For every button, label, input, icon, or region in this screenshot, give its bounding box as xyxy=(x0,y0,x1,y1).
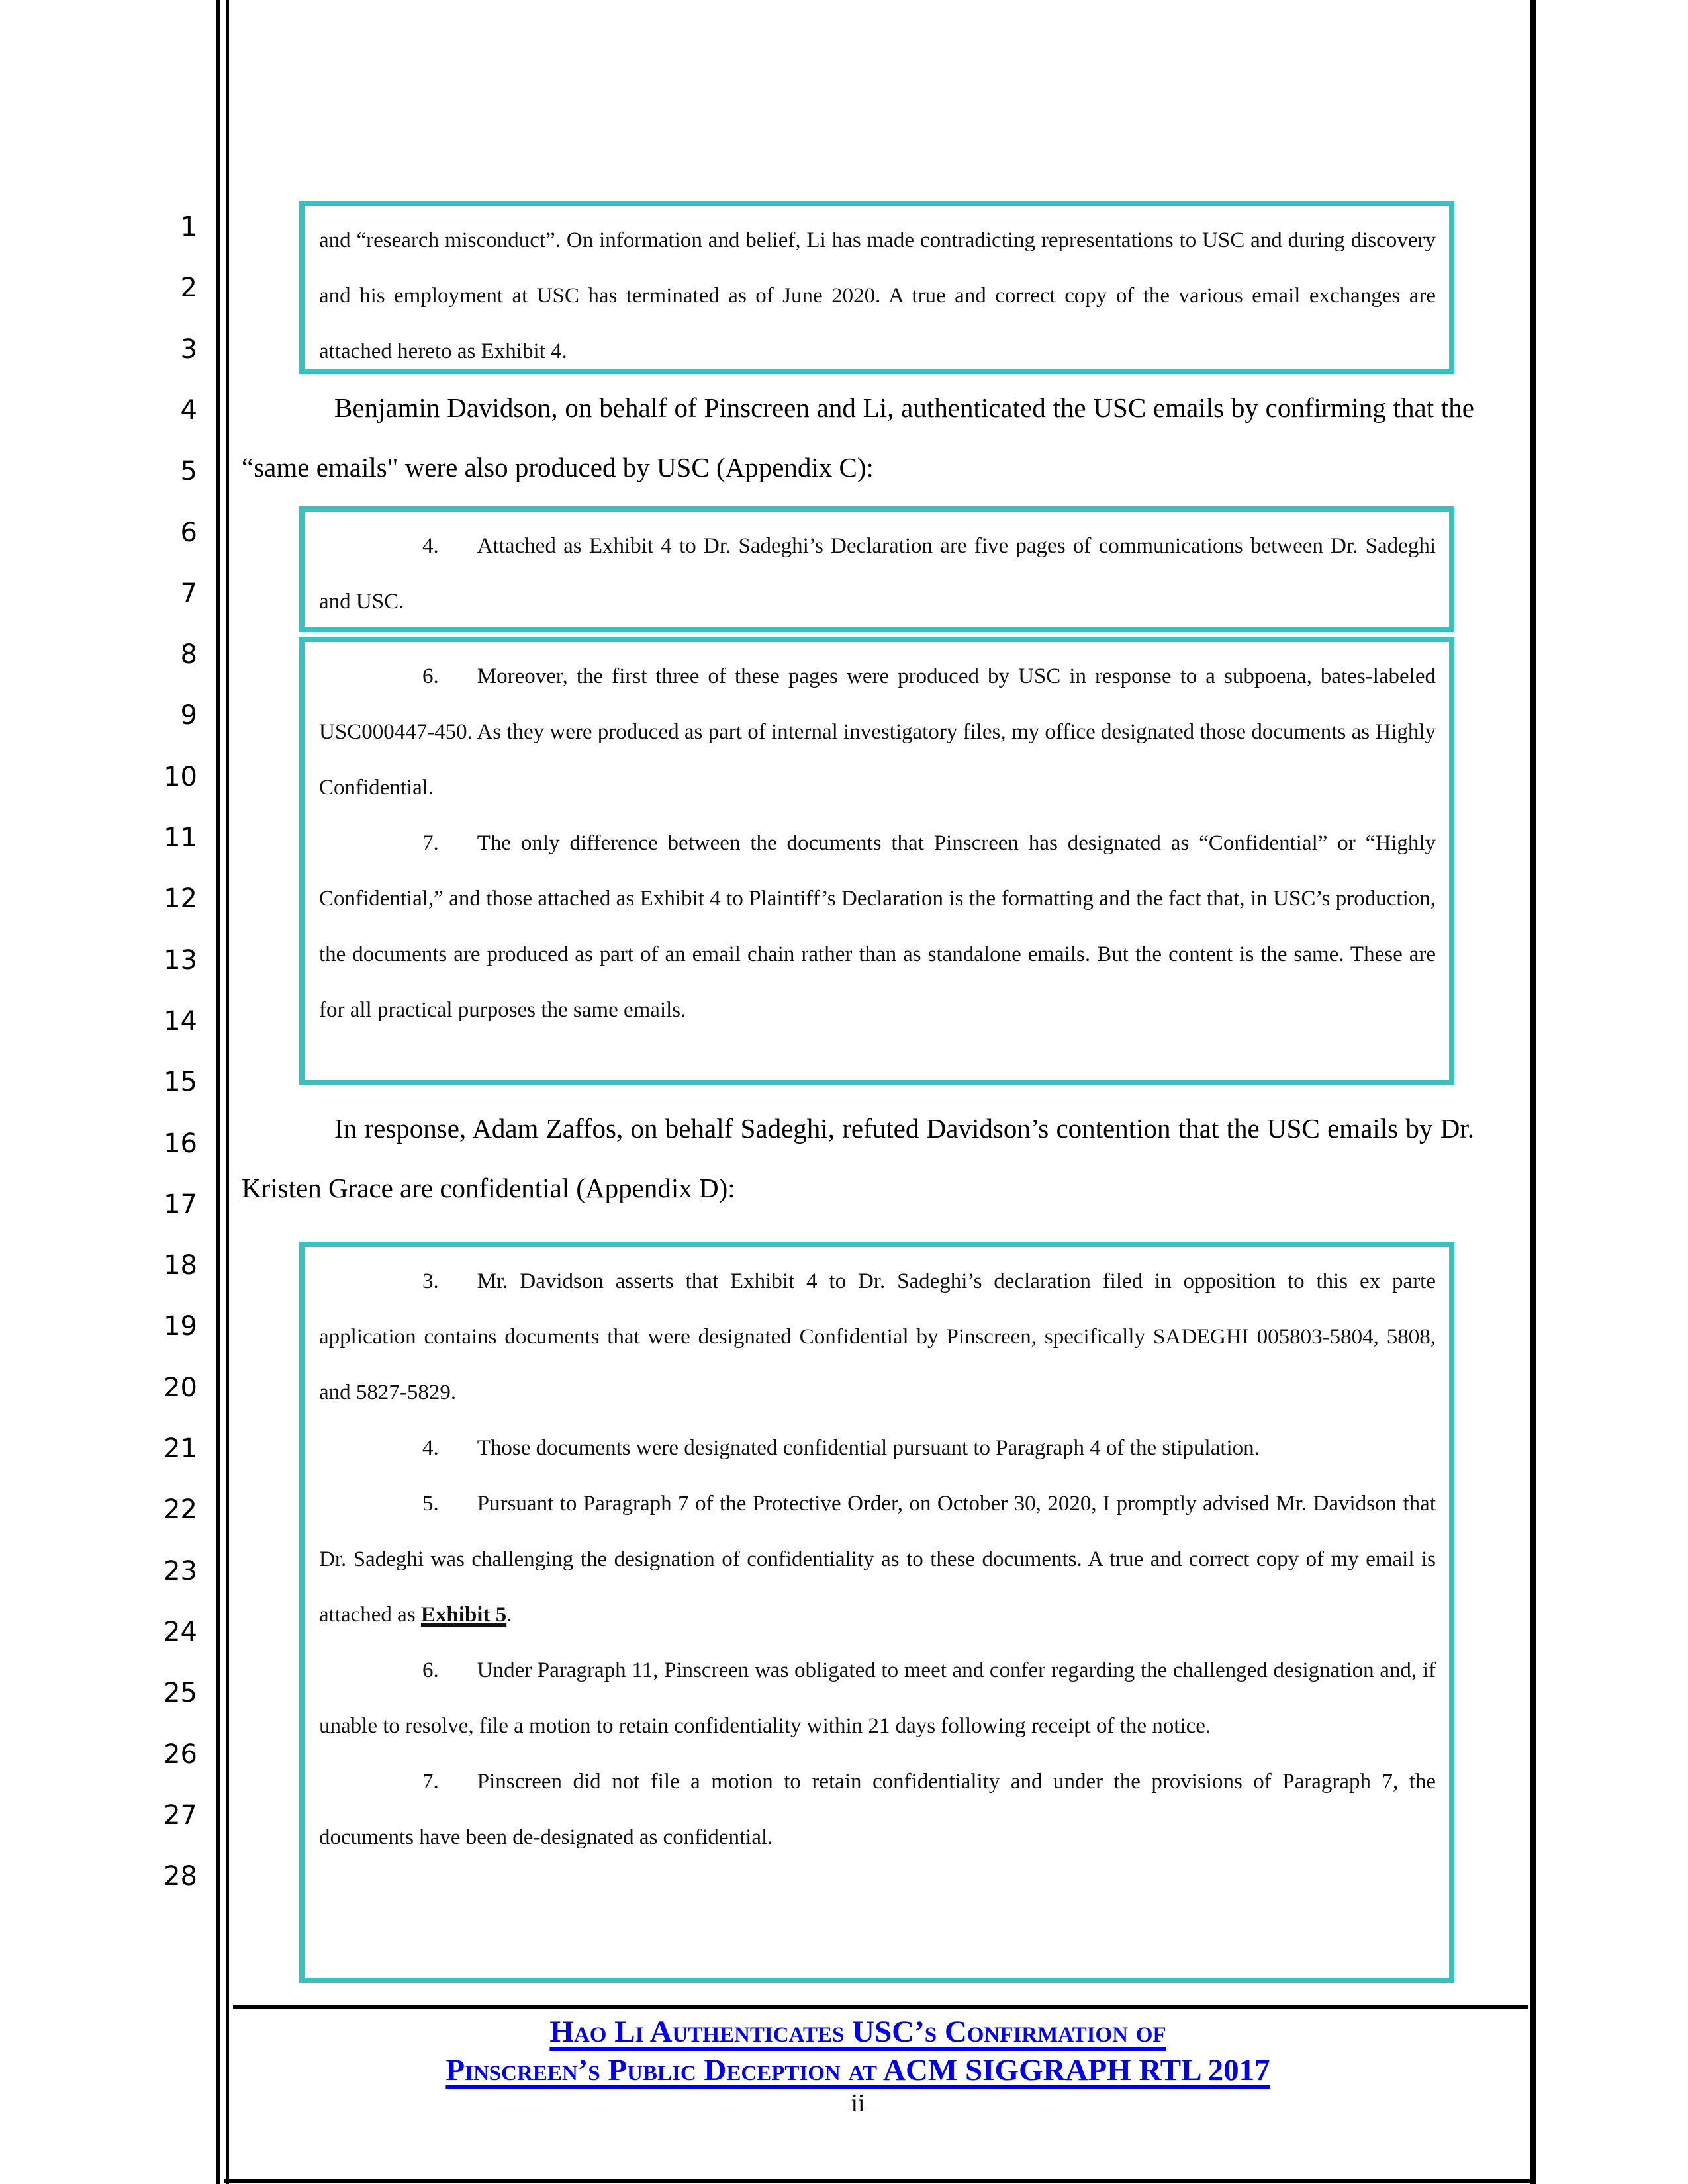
line-number: 10 xyxy=(164,761,197,792)
line-number: 16 xyxy=(164,1128,197,1159)
paragraph-number: 4. xyxy=(422,1436,439,1460)
paragraph-number: 4. xyxy=(422,534,439,558)
footer-divider-rule xyxy=(233,2005,1528,2009)
line-number: 13 xyxy=(164,944,197,976)
line-number: 3 xyxy=(180,334,197,365)
paragraph-number: 6. xyxy=(422,664,439,688)
quote4-paragraph-6: 6. Under Paragraph 11, Pinscreen was obligated to meet and confer regarding the challenged designation and, if unable to resolve, file a motion to retain confidentiality within 21 days following receipt of the notice. xyxy=(319,1643,1436,1754)
line-number: 22 xyxy=(164,1494,197,1525)
line-number: 12 xyxy=(164,884,197,915)
line-number: 17 xyxy=(164,1189,197,1220)
bottom-rule xyxy=(224,2179,1534,2183)
paragraph-number: 6. xyxy=(422,1659,439,1682)
page-number: ii xyxy=(851,2089,865,2117)
line-number: 5 xyxy=(180,456,197,487)
line-number: 6 xyxy=(180,517,197,548)
line-number: 23 xyxy=(164,1555,197,1586)
footer-title-link-line1[interactable]: Hao Li Authenticates USC’s Confirmation of xyxy=(549,2015,1166,2049)
line-number: 28 xyxy=(164,1861,197,1892)
line-number: 18 xyxy=(164,1250,197,1281)
line-number: 25 xyxy=(164,1678,197,1709)
line-number: 1 xyxy=(180,212,197,242)
quoted-excerpt-box-1 xyxy=(299,201,1454,374)
line-number: 11 xyxy=(164,823,197,853)
paragraph-number: 7. xyxy=(422,1770,439,1794)
quote4-paragraph-3: 3. Mr. Davidson asserts that Exhibit 4 to Dr. Sadeghi’s declaration filed in opposition to this ex parte application contains documents that were designated Confidential by Pinscreen, specifically SADEGHI 005803-5804, 5808, and 5827-5829. xyxy=(319,1253,1436,1420)
quote4-paragraph-7: 7. Pinscreen did not file a motion to retain confidentiality and under the provisions of Paragraph 7, the documents have been de-designated as confidential. xyxy=(319,1754,1436,1865)
line-number: 26 xyxy=(164,1739,197,1770)
paragraph-number: 3. xyxy=(422,1269,439,1293)
line-number: 8 xyxy=(180,639,197,670)
line-number: 21 xyxy=(164,1433,197,1464)
line-number: 20 xyxy=(164,1372,197,1403)
right-margin-rule xyxy=(1530,0,1536,2184)
paragraph-number: 5. xyxy=(422,1492,439,1516)
line-number: 19 xyxy=(164,1311,197,1342)
line-number: 9 xyxy=(180,700,197,731)
line-number: 2 xyxy=(180,273,197,304)
paragraph-number: 7. xyxy=(422,831,439,855)
body-paragraph-2: In response, Adam Zaffos, on behalf Sadeghi, refuted Davidson’s contention that the USC emails by Dr. Kristen Grace are confidential (Appendix D): xyxy=(242,1113,1474,1203)
line-number: 14 xyxy=(164,1005,197,1036)
quoted-excerpt-box-2 xyxy=(299,506,1454,632)
exhibit-5-reference: Exhibit 5 xyxy=(420,1603,507,1627)
line-number: 24 xyxy=(164,1616,197,1647)
line-number: 27 xyxy=(164,1799,197,1831)
line-number: 7 xyxy=(180,578,197,609)
line-number: 15 xyxy=(164,1067,197,1098)
quoted-excerpt-box-3 xyxy=(299,637,1454,1085)
quote3-paragraph-6: 6. Moreover, the first three of these pages were produced by USC in response to a subpoena, bates-labeled USC000447-450. As they were produced as part of internal investigatory files, my office designated those documents as Highly Confidential. xyxy=(319,649,1436,815)
quoted-excerpt-box-4 xyxy=(299,1242,1454,1983)
quote2-paragraph-4: 4. Attached as Exhibit 4 to Dr. Sadeghi’s Declaration are five pages of communications between Dr. Sadeghi and USC. xyxy=(319,518,1436,629)
footer-title-link-line2[interactable]: Pinscreen’s Public Deception at ACM SIGGRAPH RTL 2017 xyxy=(445,2053,1270,2087)
quote4-paragraph-4: 4. Those documents were designated confidential pursuant to Paragraph 4 of the stipulation. xyxy=(319,1420,1436,1476)
quote1-paragraph: and “research misconduct”. On information and belief, Li has made contradicting representations to USC and during discovery and his employment at USC has terminated as of June 2020. A true and correct copy of the various email exchanges are attached hereto as Exhibit 4. xyxy=(319,228,1436,363)
quote3-paragraph-7: 7. The only difference between the documents that Pinscreen has designated as “Confidential” or “Highly Confidential,” and those attached as Exhibit 4 to Plaintiff’s Declaration is the formatting and the fact that, in USC’s production, the documents are produced as part of an email chain rather than as standalone emails. But the content is the same. These are for all practical purposes the same emails. xyxy=(319,815,1436,1038)
line-number: 4 xyxy=(180,394,197,426)
body-paragraph-1: Benjamin Davidson, on behalf of Pinscreen and Li, authenticated the USC emails by confirming that the “same emails" were also produced by USC (Appendix C): xyxy=(242,392,1474,482)
quote4-paragraph-5: 5. Pursuant to Paragraph 7 of the Protective Order, on October 30, 2020, I promptly advised Mr. Davidson that Dr. Sadeghi was challenging the designation of confidentiality as to these documents. A true and correct copy of my email is attached as Exhibit 5. xyxy=(319,1476,1436,1643)
left-margin-double-rule xyxy=(216,0,229,2184)
